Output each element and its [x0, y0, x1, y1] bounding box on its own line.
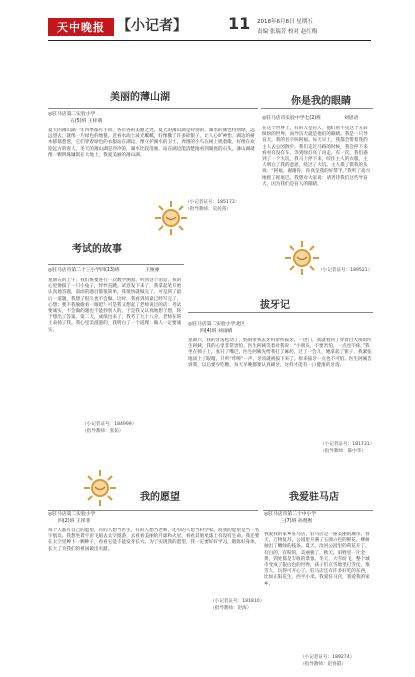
article-1-instructor: （指导教师：史茜茜） [185, 207, 231, 212]
article-3-author: 王俊豪 [145, 268, 160, 273]
sun-illustration-3 [82, 466, 118, 510]
article-5-byline: 四(2)班 王彤菲 [58, 519, 91, 524]
article-5-title: 我的愿望 [140, 492, 180, 503]
masthead-logo [48, 18, 114, 36]
article-4-instructor: （指导教师：陈中华） [320, 449, 366, 454]
page-number: 11 [228, 14, 251, 33]
section-title: 【小记者】 [117, 18, 187, 34]
article-2-author: 刘思语 [344, 116, 359, 121]
article-6-byline: 三(7)班 孙赞煦 [280, 519, 313, 524]
staff-line: 责编 张瑞芳 校对 赵红梅 [257, 29, 318, 35]
article-4-byline: 四(4)班 刘雨晴 [200, 329, 233, 334]
article-5-rule [48, 510, 258, 511]
article-4-note: （小记者证号：181731） [320, 442, 375, 447]
article-2-school: ◎驻马店市实验中学七(2)班 [262, 116, 321, 121]
masthead-rule [48, 40, 371, 41]
article-4-school: ◎驻马店第二实验小学北区 [188, 322, 245, 327]
article-1-byline: 五(5)班 王梓萌 [70, 119, 103, 124]
article-4-rule [188, 312, 373, 313]
sun-illustration-1 [152, 197, 190, 239]
article-6-school: ◎驻马店市第二十中小学 [264, 512, 317, 517]
logo-text: 天中晚报 [57, 21, 105, 34]
article-5-body: 每个人都有自己的愿望，有的人想当医生，有的人想当老师，还有的人想当科学家。而我的愿望是当一名宇航员。我想坐着宇宙飞船去太空遨游，去看看美丽的月球和火星，看看其他星球上有没有生命。我还要在太空里种下一颗种子，看看它能不能发芽长大。为了实现我的愿望，我一定要好好学习，锻炼好身体，长大了为我们的祖国做出贡献。 [48, 528, 260, 552]
article-5-note: （小记者证号：181810） [210, 599, 265, 604]
article-6-title: 我爱驻马店 [289, 492, 339, 503]
article-3-body: 星期五的上午，我们班要进行一次数学测验。听到这个消息，我的心里像揣了一只小兔子，怦怦直跳。试卷发下来了，我拿起笔开始认真地答题，前面的题目都很简单，我很快就做完了。可是到了最后一道题，我想了很久也不会做。这时，我看到同桌已经写完了，心想：要不我偷偷看一眼吧？可是我又想起了老师说过的话：考试要诚实，不会做的题也不能抄别人的。于是我又认真地想了想，终于想出了答案。第二天，成绩出来了，我考了九十八分，老师在班上表扬了我。我心里美滋滋的，我明白了一个道理：做人一定要诚实。 [48, 278, 182, 333]
article-1-body: 夏天的薄山湖一年四季都有不同，各有各的美丽之处。夏天的薄山湖是特别的，湖水的颜色特别绿，远远望去，就像一片绿色的地毯。近看水面上波光粼粼，好像撒了许多碎银子，让人心旷神怡。湖边的树木郁郁葱葱，它们穿着绿色的衣服站在湖边，像守护湖水的卫士。周围的小鸟在树上唱着歌，好像在欢迎远方的客人。冬天的薄山湖是冷冷的，湖水比较清澈，站在湖边能清楚地看到湖底的石头。薄山湖就像一颗明珠镶嵌在大地上，我爱美丽的薄山湖。 [48, 128, 255, 158]
article-3-rule [48, 264, 184, 265]
article-3-school: ◎驻马店市第二十三小学四(13)班 [48, 268, 120, 273]
article-1-title: 美丽的薄山湖 [110, 92, 170, 103]
article-6-body: 我爱我的家乡驻马店，驻马店是一座美丽的城市。春天，万物复苏，公园里开满了五颜六色的鲜花，柳树抽出了嫩绿的枝条。夏天，汝河公园里的荷花开了，有白的，有粉的，美丽极了。秋天，田野里一片金黄，到处都是丰收的景象。冬天，大雪纷飞，整个城市变成了银白色的世界，孩子们在雪地里打雪仗、堆雪人，玩得可开心了。驻马店还有许多好吃的东西，比如正阳花生、西平小米。我爱驻马店，我爱我的家乡。 [264, 532, 370, 587]
article-3-instructor: （指导教师：张茹） [82, 429, 124, 434]
article-2-note: （小记者证号：189521） [318, 268, 373, 273]
date-line: 2018年6月8日 星期五 [257, 19, 313, 25]
article-6-rule [263, 510, 373, 511]
article-4-title: 拔牙记 [260, 300, 290, 311]
article-3-title: 考试的故事 [72, 244, 122, 255]
article-1-note: （小记者证号：185173） [185, 200, 240, 205]
article-2-rule [261, 108, 373, 109]
article-5-instructor: （指导教师：赵海） [210, 606, 252, 611]
article-2-body: 在这个世界上，有的人是盲人，他们看不见这个五彩缤纷的世界，而导盲犬就是他们的眼睛。我是一只导盲犬，我的名字叫阿福。每天早上，我都会带着我的主人去公园散步。我们走过马路的时候，我会停下来看看有没有车，等到绿灯亮了再走。有一次，我们遇到了一个大坑，我马上停下来，咬住主人的衣服，主人明白了我的意思，绕过了大坑。主人摸了摸我的头说：“阿福，谢谢你，你真是我的好帮手。”我听了高兴地摇了摇尾巴。我想对大家说：请善待我们这些导盲犬，因为我们是盲人的眼睛。 [262, 126, 371, 187]
article-2-title: 你是我的眼睛 [291, 96, 351, 107]
article-1-rule [48, 108, 258, 109]
article-4-body: 星期六，我的牙齿松动了，妈妈带我去牙科诊所拔牙。一进门，我就看到了穿着白大褂的医生阿姨，我的心里非常害怕。医生阿姨笑着对我说：“小朋友，不要害怕，一点也不疼。”我坐在椅子上，张开了嘴巴，医生阿姨先给我打了麻药，过了一会儿，她拿起了钳子，我紧张地闭上了眼睛，只听“咔嚓”一声，牙齿就被拔下来了。原来拔牙一点也不可怕。医生阿姨告诉我，以后要少吃糖，每天早晚都要认真刷牙，这样才能有一口健康的牙齿。 [188, 338, 372, 368]
article-6-note: （小记者证号：189274） [300, 655, 355, 660]
article-1-school: ◎驻马店第二实验小学 [48, 112, 96, 117]
article-5-school: ◎驻马店第二实验小学 [48, 512, 96, 517]
article-3-note: （小记者证号：184999） [82, 422, 137, 427]
article-6-instructor: （指导教师：赵春霞） [300, 662, 346, 667]
